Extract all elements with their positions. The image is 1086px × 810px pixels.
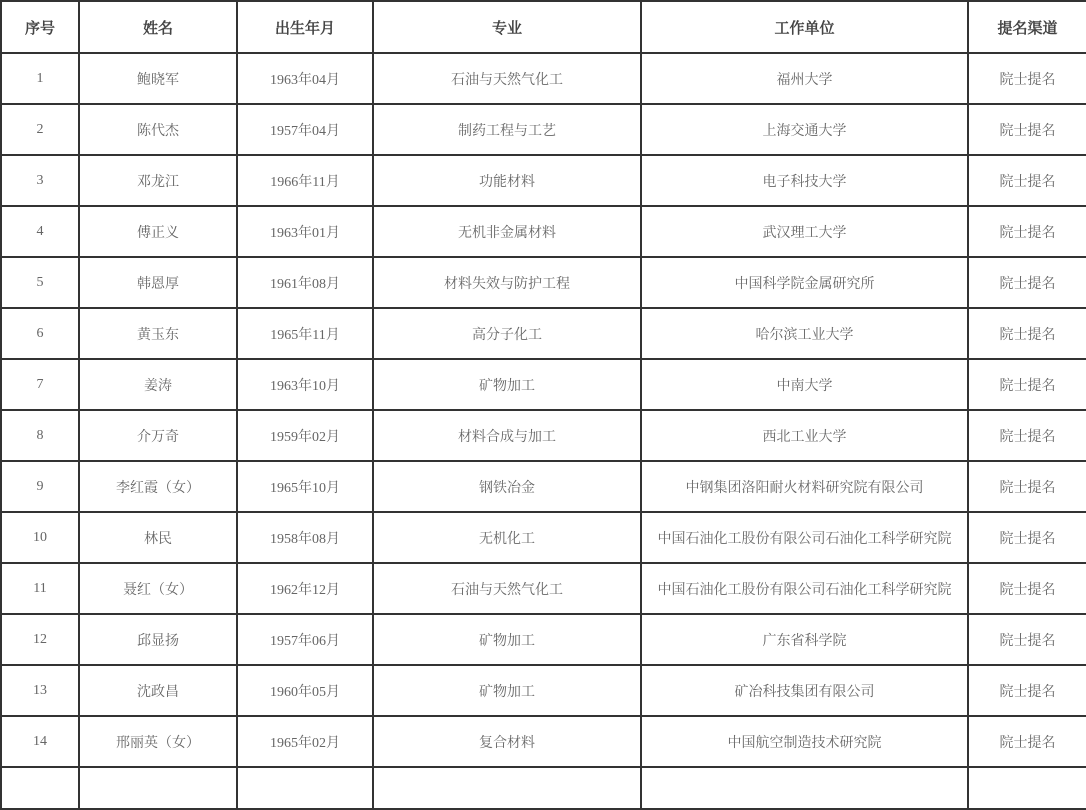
- cell-org: 武汉理工大学: [641, 206, 968, 257]
- cell-name: 陈代杰: [79, 104, 237, 155]
- cell-name: 姜涛: [79, 359, 237, 410]
- cell-birth: 1963年10月: [237, 359, 373, 410]
- cell-name: 邢丽英（女）: [79, 716, 237, 767]
- cell-name: 黄玉东: [79, 308, 237, 359]
- header-row: [1, 1, 1086, 53]
- cell-no: 6: [1, 308, 79, 359]
- table-row: [1, 308, 1086, 359]
- cell-org: 福州大学: [641, 53, 968, 104]
- cell-channel: 院士提名: [968, 461, 1086, 512]
- cell-channel: 院士提名: [968, 512, 1086, 563]
- cell-no: 2: [1, 104, 79, 155]
- cell-no: 11: [1, 563, 79, 614]
- table-row: [1, 563, 1086, 614]
- cell-no: 13: [1, 665, 79, 716]
- cell-birth: 1961年08月: [237, 257, 373, 308]
- col-header-birth: 出生年月: [237, 1, 373, 53]
- cell-major: 石油与天然气化工: [373, 563, 641, 614]
- cell-birth: 1965年11月: [237, 308, 373, 359]
- cell-channel: 院士提名: [968, 563, 1086, 614]
- cell-name: 林民: [79, 512, 237, 563]
- cell-name: 李红霞（女）: [79, 461, 237, 512]
- cell-org: 电子科技大学: [641, 155, 968, 206]
- cell-org: 中国科学院金属研究所: [641, 257, 968, 308]
- cell-name: 鲍晓军: [79, 53, 237, 104]
- table-row: [1, 716, 1086, 767]
- cell-channel: 院士提名: [968, 257, 1086, 308]
- cell-major: 钢铁冶金: [373, 461, 641, 512]
- table-row: [1, 257, 1086, 308]
- col-header-channel: 提名渠道: [968, 1, 1086, 53]
- cell-birth: 1960年05月: [237, 665, 373, 716]
- cell-name: 邱显扬: [79, 614, 237, 665]
- cell-channel: 院士提名: [968, 104, 1086, 155]
- cell-org: 中南大学: [641, 359, 968, 410]
- table-row: [1, 410, 1086, 461]
- cell-major: 矿物加工: [373, 359, 641, 410]
- cell-org: 中国石油化工股份有限公司石油化工科学研究院: [641, 563, 968, 614]
- cell-major: 矿物加工: [373, 665, 641, 716]
- cell-name: 邓龙江: [79, 155, 237, 206]
- cell-org: 中国石油化工股份有限公司石油化工科学研究院: [641, 512, 968, 563]
- cell-major: 功能材料: [373, 155, 641, 206]
- cell-no: 9: [1, 461, 79, 512]
- cell-major: 材料失效与防护工程: [373, 257, 641, 308]
- cell-birth: 1957年04月: [237, 104, 373, 155]
- table-row: [1, 155, 1086, 206]
- table-body: [1, 53, 1086, 809]
- cell-no: 14: [1, 716, 79, 767]
- cell-birth: 1958年08月: [237, 512, 373, 563]
- col-header-no: 序号: [1, 1, 79, 53]
- cell-birth: 1965年02月: [237, 716, 373, 767]
- cell-birth: 1959年02月: [237, 410, 373, 461]
- cell-no: 8: [1, 410, 79, 461]
- cell-birth: [237, 767, 373, 809]
- cell-major: 高分子化工: [373, 308, 641, 359]
- cell-channel: 院士提名: [968, 53, 1086, 104]
- col-header-name: 姓名: [79, 1, 237, 53]
- cell-no: 7: [1, 359, 79, 410]
- cell-name: 介万奇: [79, 410, 237, 461]
- cell-org: 上海交通大学: [641, 104, 968, 155]
- cell-channel: 院士提名: [968, 155, 1086, 206]
- cell-org: 中钢集团洛阳耐火材料研究院有限公司: [641, 461, 968, 512]
- cell-channel: 院士提名: [968, 665, 1086, 716]
- cell-channel: 院士提名: [968, 308, 1086, 359]
- table-row: [1, 461, 1086, 512]
- cell-channel: 院士提名: [968, 359, 1086, 410]
- cell-name: [79, 767, 237, 809]
- cell-major: 材料合成与加工: [373, 410, 641, 461]
- cell-org: 哈尔滨工业大学: [641, 308, 968, 359]
- cell-major: [373, 767, 641, 809]
- cell-birth: 1965年10月: [237, 461, 373, 512]
- cell-channel: 院士提名: [968, 410, 1086, 461]
- col-header-major: 专业: [373, 1, 641, 53]
- cell-birth: 1963年01月: [237, 206, 373, 257]
- cell-birth: 1962年12月: [237, 563, 373, 614]
- cell-no: 5: [1, 257, 79, 308]
- cell-no: 10: [1, 512, 79, 563]
- table-row: [1, 206, 1086, 257]
- cell-org: 矿冶科技集团有限公司: [641, 665, 968, 716]
- cell-major: 石油与天然气化工: [373, 53, 641, 104]
- cell-channel: [968, 767, 1086, 809]
- cell-channel: 院士提名: [968, 206, 1086, 257]
- cell-no: 1: [1, 53, 79, 104]
- cell-channel: 院士提名: [968, 614, 1086, 665]
- cell-no: 4: [1, 206, 79, 257]
- cell-name: 聂红（女）: [79, 563, 237, 614]
- cell-channel: 院士提名: [968, 716, 1086, 767]
- table-row: [1, 104, 1086, 155]
- cell-birth: 1966年11月: [237, 155, 373, 206]
- cell-name: 傅正义: [79, 206, 237, 257]
- cell-no: 3: [1, 155, 79, 206]
- cell-name: 沈政昌: [79, 665, 237, 716]
- cell-major: 制药工程与工艺: [373, 104, 641, 155]
- col-header-org: 工作单位: [641, 1, 968, 53]
- cell-major: 无机非金属材料: [373, 206, 641, 257]
- table-row: [1, 359, 1086, 410]
- table-row: [1, 53, 1086, 104]
- cell-org: [641, 767, 968, 809]
- cell-major: 无机化工: [373, 512, 641, 563]
- cell-org: 中国航空制造技术研究院: [641, 716, 968, 767]
- cell-major: 矿物加工: [373, 614, 641, 665]
- table-row: [1, 614, 1086, 665]
- cell-org: 西北工业大学: [641, 410, 968, 461]
- cell-org: 广东省科学院: [641, 614, 968, 665]
- cell-major: 复合材料: [373, 716, 641, 767]
- cell-birth: 1963年04月: [237, 53, 373, 104]
- cell-no: [1, 767, 79, 809]
- cell-no: 12: [1, 614, 79, 665]
- cell-birth: 1957年06月: [237, 614, 373, 665]
- table-row: [1, 665, 1086, 716]
- cell-name: 韩恩厚: [79, 257, 237, 308]
- table-row: [1, 512, 1086, 563]
- partial-row: [1, 767, 1086, 809]
